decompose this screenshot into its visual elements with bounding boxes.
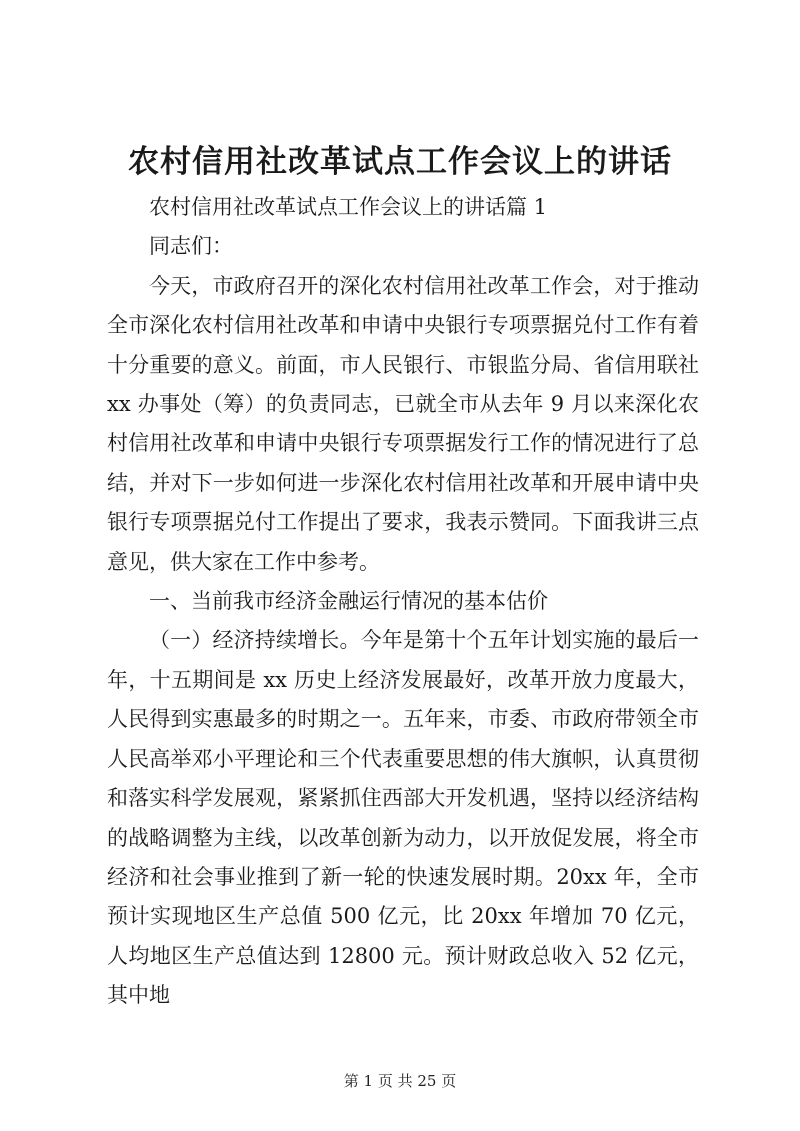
document-body — [107, 188, 699, 1016]
document-subtitle: 农村信用社改革试点工作会议上的讲话篇 1 — [149, 195, 548, 219]
page-number-footer: 第 1 页 共 25 页 — [343, 1072, 457, 1090]
document-title: 农村信用社改革试点工作会议上的讲话 — [128, 144, 672, 180]
paragraph-economy: （一）经济持续增长。今年是第十个五年计划实施的最后一年，十五期间是 xx 历史上经济发展最好，改革开放力度最大，人民得到实惠最多的时期之一。五年来，市委、市政府带领全市人民高举邓小平理论和三个代表重要思想的伟大旗帜，认真贯彻和落实科学发展观，紧紧抓住西部大开发机遇，坚持以经济结构的战略调整为主线，以改革创新为动力，以开放促发展，将全市经济和社会事业推到了新一轮的快速发展时期。20xx 年，全市预计实现地区生产总值 500 亿元，比 20xx 年增加 70 亿元，人均地区生产总值达到 12800 元。预计财政总收入 52 亿元，其中地 — [107, 628, 699, 1008]
paragraph-opening: 今天，市政府召开的深化农村信用社改革工作会，对于推动全市深化农村信用社改革和申请中央银行专项票据兑付工作有着十分重要的意义。前面，市人民银行、市银监分局、省信用联社 xx 办事处（筹）的负责同志，已就全市从去年 9 月以来深化农村信用社改革和申请中央银行专项票据发行工作的情况进行了总结，并对下一步如何进一步深化农村信用社改革和开展申请中央银行专项票据兑付工作提出了要求，我表示赞同。下面我讲三点意见，供大家在工作中参考。 — [107, 273, 699, 574]
section-heading-1: 一、当前我市经济金融运行情况的基本估价 — [149, 589, 548, 614]
salutation: 同志们： — [149, 234, 233, 259]
